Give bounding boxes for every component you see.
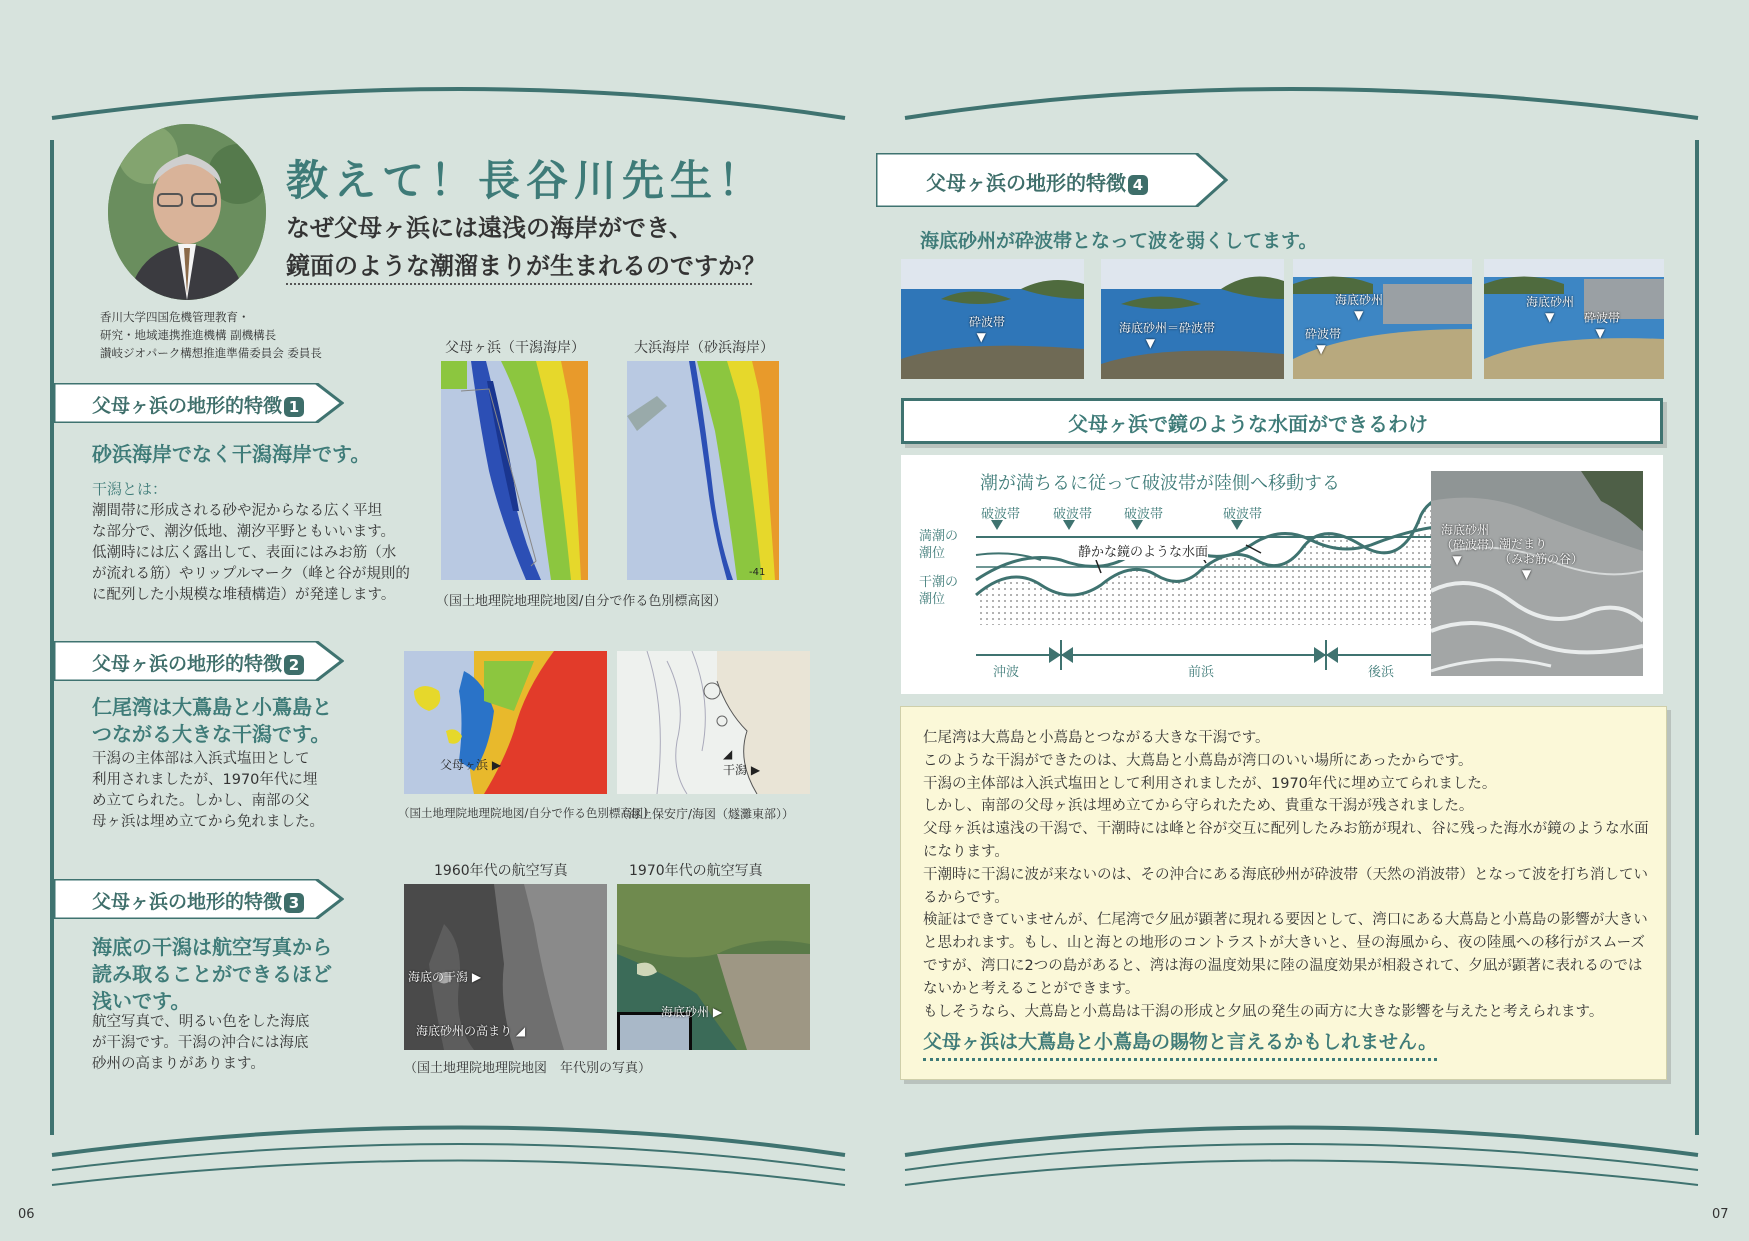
map-ohama-elevation	[627, 361, 779, 580]
tidal-flat-photo	[1431, 471, 1643, 676]
feature-2-tag: 父母ヶ浜の地形的特徴 2	[54, 641, 344, 681]
feature-2-headline: 仁尾湾は大蔦島と小蔦島と つながる大きな干潟です。	[92, 695, 332, 746]
breaker-label-3: 破波帯	[1124, 507, 1164, 522]
feature-4-number: 4	[1128, 175, 1148, 195]
tidal-photo-pool-label: 潮だまり （みお筋の谷） ▼	[1499, 537, 1584, 581]
diagram-title: 潮が満ちるに従って破波帯が陸側へ移動する	[980, 473, 1340, 494]
map-1-caption: （国土地理院地理院地図/自分で作る色別標高図）	[436, 594, 727, 609]
feature-1-body: 潮間帯に形成される砂や泥からなる広く平坦 な部分で、潮汐低地、潮汐平野ともいいます。 低潮時には広く露出して、表面にはみお筋（水 が流れる筋）やリップルマーク（峰と谷が規則的 に配列した小規模な堆積構造）が発達します。	[92, 503, 410, 603]
feature-3-number: 3	[284, 893, 304, 913]
page-number-left: 06	[18, 1207, 35, 1222]
zone-foreshore: 前浜	[1188, 665, 1215, 680]
explanation-box	[900, 706, 1667, 1080]
feature-1-def-title: 干潟とは：	[92, 480, 168, 498]
aerial-photo-1970	[617, 884, 810, 1050]
map-2b-tidal-flat-label: ◢ 干潟 ▶	[723, 747, 761, 777]
coast-photo-1	[901, 259, 1084, 379]
photo-1960-sandbar-label: 海底砂州の高まり ◢	[416, 1024, 526, 1038]
coast-photo-3	[1293, 259, 1472, 379]
feature-3-headline: 海底の干潟は航空写真から 読み取ることができるほど 浅いです。	[92, 935, 332, 1013]
coast-photo-2	[1101, 259, 1284, 379]
aerial-photo-1960	[404, 884, 607, 1050]
professor-portrait	[108, 124, 266, 300]
conclusion: 父母ヶ浜は大蔦島と小蔦島の賜物と言えるかもしれません。	[923, 1027, 1437, 1061]
photo-1960-title: 1960年代の航空写真	[434, 863, 568, 879]
photo-3-breaker-label: 砕波帯 ▼	[1305, 327, 1342, 356]
tidal-photo-sandbar-label: 海底砂州 （砕波帯） ▼	[1441, 523, 1502, 567]
aerial-caption: （国土地理院地理院地図 年代別の写真）	[404, 1061, 652, 1076]
photo-4-breaker-label: 砕波帯 ▼	[1584, 311, 1621, 340]
question-line-2: 鏡面のような潮溜まりが生まれるのですか？	[286, 252, 766, 280]
photo-4-sandbar-label: 海底砂州 ▼	[1526, 295, 1575, 324]
coast-photo-4	[1484, 259, 1664, 379]
feature-1-tag: 父母ヶ浜の地形的特徴 1	[54, 383, 344, 423]
page-number-right: 07	[1712, 1207, 1729, 1222]
photo-3-sandbar-label: 海底砂州 ▼	[1335, 293, 1384, 322]
feature-1-headline: 砂浜海岸でなく干潟海岸です。	[92, 442, 371, 466]
zone-backshore: 後浜	[1368, 665, 1395, 680]
breaker-label-1: 破波帯	[981, 507, 1021, 522]
breaker-label-2: 破波帯	[1053, 507, 1093, 522]
zone-offshore: 沖波	[993, 665, 1020, 680]
map-2b-caption: （海上保安庁/海図（燧灘東部））	[616, 807, 795, 821]
question-underline	[286, 283, 752, 285]
mirror-surface-label: 静かな鏡のような水面	[1078, 541, 1208, 560]
feature-2-number: 2	[284, 655, 304, 675]
photo-1960-tidal-flat-label: 海底の干潟 ▶	[408, 970, 482, 984]
feature-4-headline: 海底砂州が砕波帯となって波を弱くしてます。	[920, 230, 1318, 252]
explanation-text: 仁尾湾は大蔦島と小蔦島とつながる大きな干潟です。 このような干潟ができたのは、大蔦島と小蔦島が湾口のいい場所にあったからです。 干潟の主体部は入浜式塩田として利用されましたが、1970年代に埋め立てられました。 しかし、南部の父母ヶ浜は埋め立てから守られたため、貴重な干潟が残されました。 父母ヶ浜は遠浅の干潟で、干潮時には峰と谷が交互に配列したみお筋が現れ、谷に残った海水が鏡のような水面になります。 干潮時に干潟に波が来ないのは、その沖合にある海底砂州が砕波帯（天然の消波帯）となって波を打ち消しているからです。 検証はできていませんが、仁尾湾で夕凪が顕著に現れる要因として、湾口にある大蔦島と小蔦島の影響が大きいと思われます。もし、山と海との地形のコントラストが大きいと、昼の海風から、夜の陸風への移行がスムーズですが、湾口に2つの島があると、湾は海の温度効果に陸の温度効果が相殺されて、夕凪が顕著に表れるのではないかと考えることができます。 もしそうなら、大蔦島と小蔦島は干潟の形成と夕凪の発生の両方に大きな影響を与えたと考えられます。	[923, 730, 1649, 1020]
question-line-1: なぜ父母ヶ浜には遠浅の海岸ができ、	[286, 214, 694, 242]
mirror-title: 父母ヶ浜で鏡のような水面ができるわけ	[1068, 412, 1428, 436]
breaker-label-4: 破波帯	[1223, 507, 1263, 522]
high-tide-label: 満潮の 潮位	[919, 529, 959, 561]
map-chichibugahama-elevation	[441, 361, 588, 580]
map-2a-caption: （国土地理院地理院地図/自分で作る色別標高図）	[398, 806, 655, 820]
feature-3-tag: 父母ヶ浜の地形的特徴 3	[54, 879, 344, 919]
photo-1970-sandbar-label: 海底砂州 ▶	[661, 1005, 723, 1019]
profile-line-3: 讃岐ジオパーク構想推進準備委員会 委員長	[100, 346, 322, 360]
feature-4-tag: 父母ヶ浜の地形的特徴 4	[876, 153, 1228, 207]
map-1b-scale-text: -41	[749, 567, 766, 578]
photo-1-breaker-label: 砕波帯 ▼	[969, 315, 1006, 344]
map-2a-chichibugahama-label: 父母ヶ浜 ▶	[440, 758, 502, 772]
map-nio-bay-elevation	[404, 651, 607, 794]
map-nautical-chart	[617, 651, 810, 794]
photo-2-sandbar-label: 海底砂州＝砕波帯 ▼	[1119, 321, 1216, 350]
profile-line-1: 香川大学四国危機管理教育・	[100, 310, 250, 324]
feature-2-body: 干潟の主体部は入浜式塩田として 利用されましたが、1970年代に埋 め立てられた。しかし、南部の父 母ヶ浜は埋め立てから免れました。	[92, 751, 324, 830]
feature-1-number: 1	[284, 397, 304, 417]
low-tide-label: 干潮の 潮位	[919, 575, 959, 607]
feature-3-body: 航空写真で、明るい色をした海底 が干潟です。干潟の沖合には海底 砂州の高まりがあります。	[92, 1014, 310, 1072]
profile-line-2: 研究・地域連携推進機構 副機構長	[100, 328, 277, 342]
map-1a-label: 父母ヶ浜（干潟海岸）	[445, 340, 585, 356]
page-title: 教えて！長谷川先生！	[286, 156, 767, 205]
photo-1970-title: 1970年代の航空写真	[629, 863, 763, 879]
map-1b-label: 大浜海岸（砂浜海岸）	[634, 340, 774, 356]
